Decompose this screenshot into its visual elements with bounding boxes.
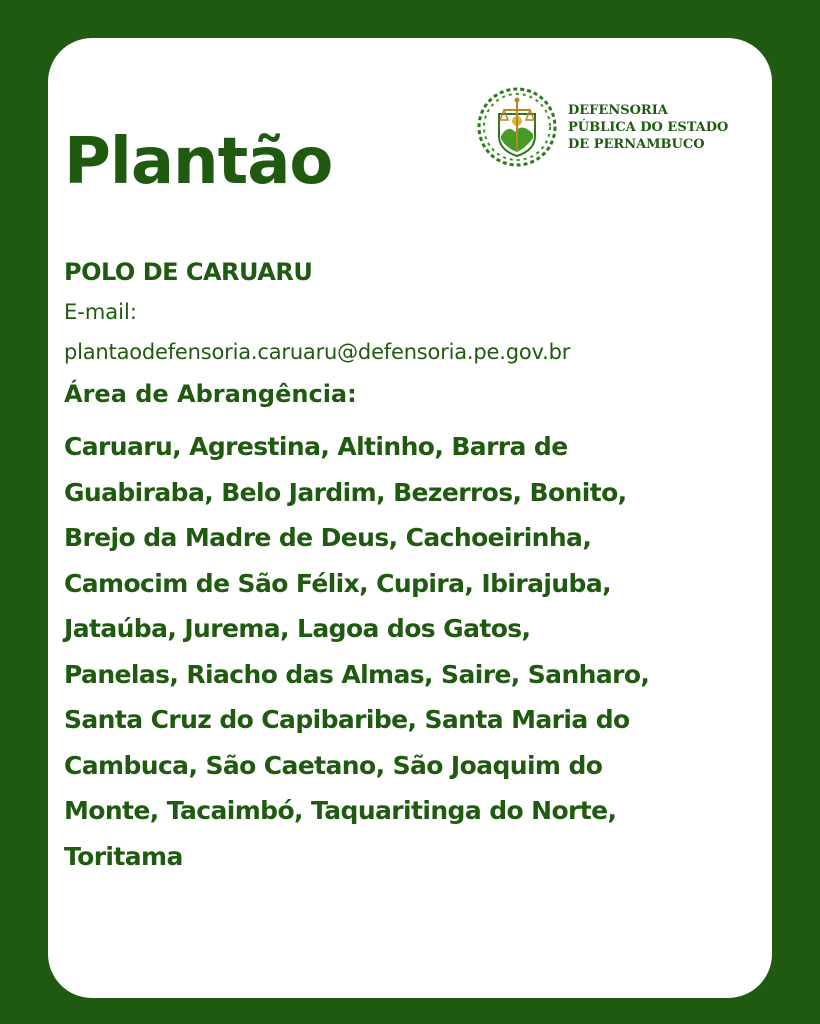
- cities-line: Camocim de São Félix, Cupira, Ibirajuba,: [64, 568, 611, 598]
- cities-line: Monte, Tacaimbó, Taquaritinga do Norte,: [64, 796, 617, 825]
- email-address[interactable]: plantaodefensoria.caruaru@defensoria.pe.gov.br: [64, 340, 571, 364]
- coverage-area-cities: [64, 424, 754, 879]
- cities-line: Guabiraba, Belo Jardim, Bezerros, Bonito,: [64, 477, 627, 507]
- defensoria-emblem-icon: [474, 84, 560, 170]
- defensoria-logo: [474, 84, 728, 170]
- email-label: E-mail:: [64, 300, 137, 324]
- coverage-area-label: Área de Abrangência:: [64, 380, 357, 408]
- polo-heading: POLO DE CARUARU: [64, 258, 313, 286]
- logo-line-2: PÚBLICA DO ESTADO: [568, 119, 729, 135]
- cities-line: Brejo da Madre de Deus, Cachoeirinha,: [64, 523, 592, 552]
- logo-line-3: DE PERNAMBUCO: [568, 136, 705, 152]
- logo-line-1: DEFENSORIA: [568, 102, 668, 118]
- page-title: Plantão: [64, 125, 333, 199]
- content-card: [48, 38, 772, 998]
- cities-line: Caruaru, Agrestina, Altinho, Barra de: [64, 432, 568, 461]
- cities-line: Toritama: [64, 841, 183, 871]
- cities-line: Panelas, Riacho das Almas, Saire, Sanharo,: [64, 659, 650, 689]
- cities-line: Cambuca, São Caetano, São Joaquim do: [64, 750, 603, 780]
- cities-line: Jataúba, Jurema, Lagoa dos Gatos,: [64, 614, 531, 643]
- cities-line: Santa Cruz do Capibaribe, Santa Maria do: [64, 705, 630, 734]
- logo-wordmark: [568, 102, 728, 153]
